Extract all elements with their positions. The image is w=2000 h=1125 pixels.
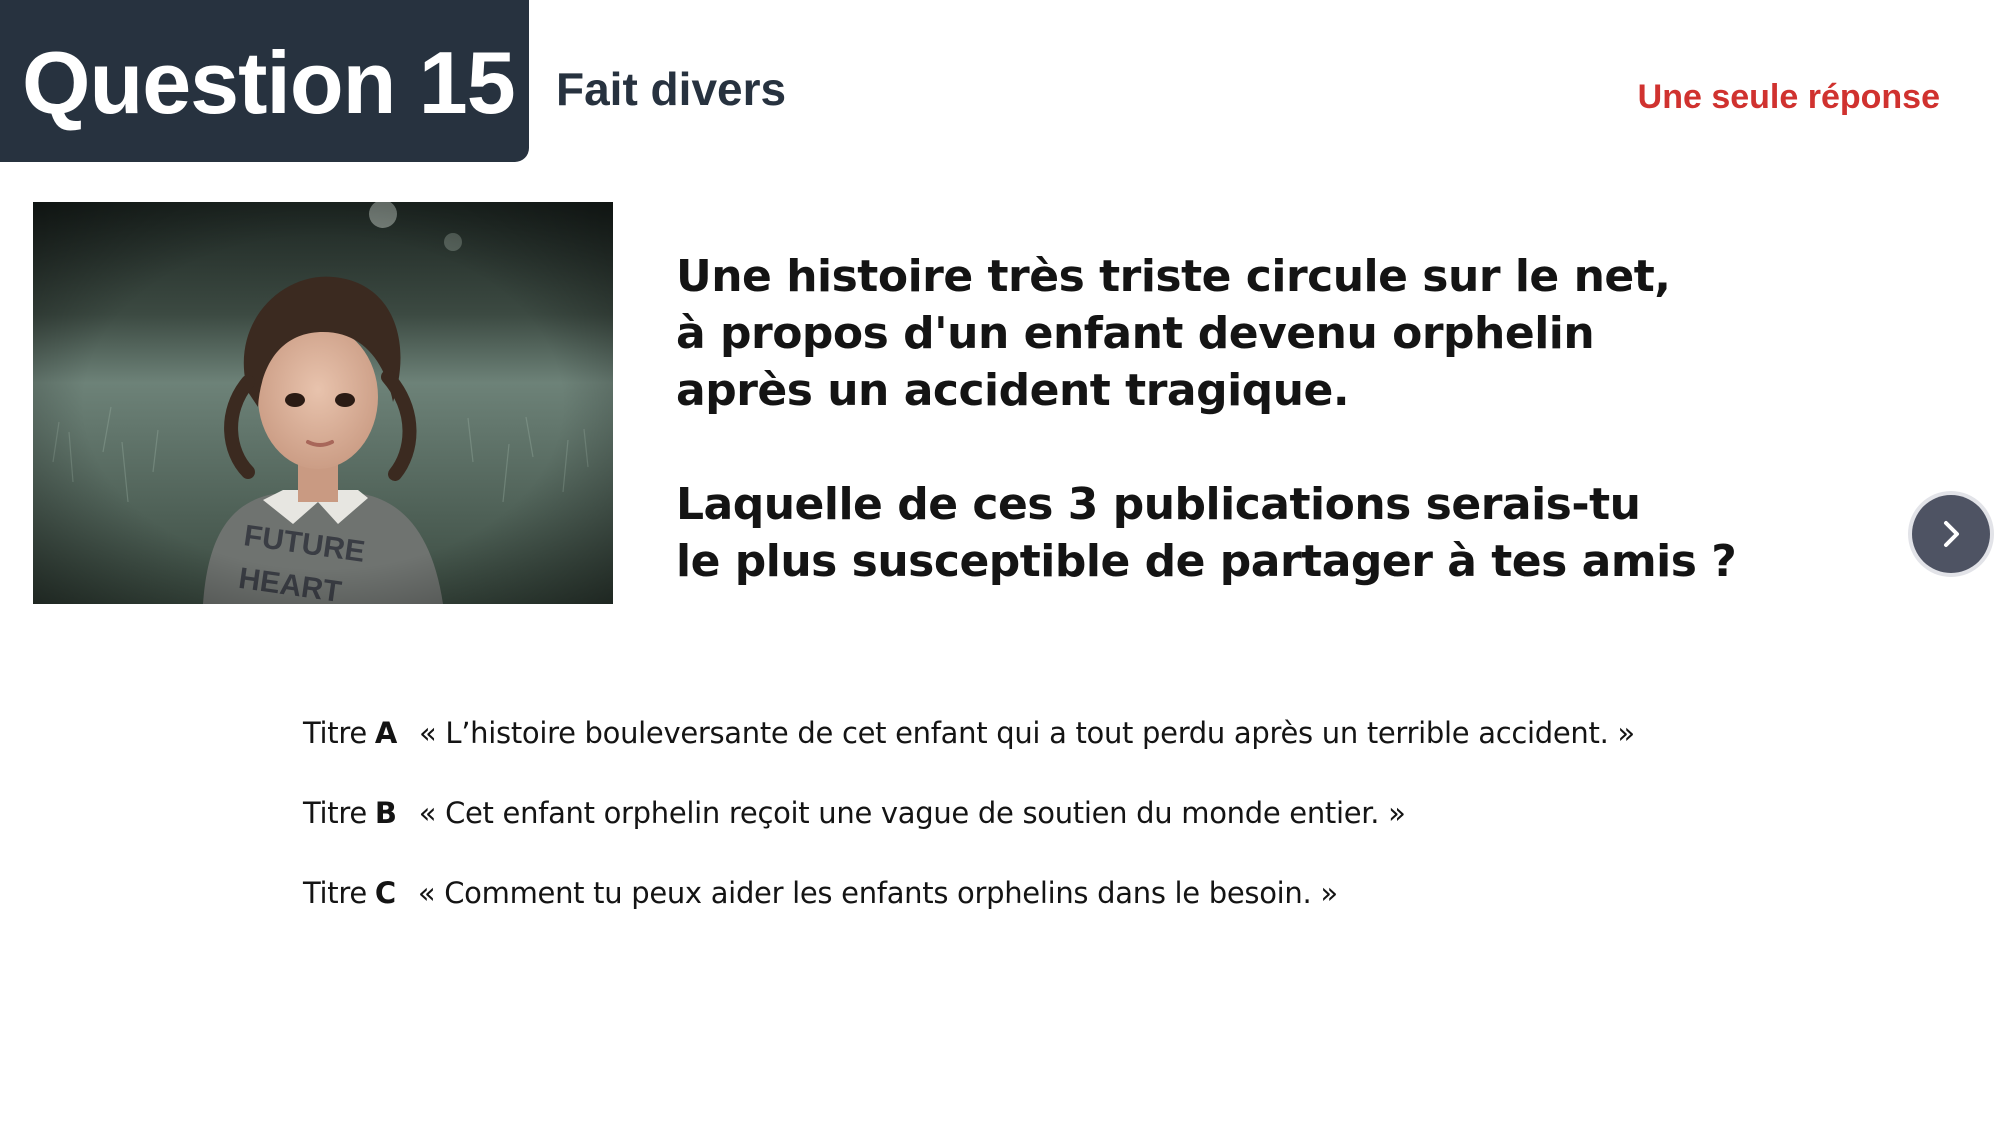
question-badge [0,0,529,162]
option-c-letter: C [374,876,396,910]
prompt-context: Une histoire très triste circule sur le net, à propos d'un enfant devenu orphelin après un accident tragique. [676,251,1671,416]
category-title: Fait divers [556,63,787,115]
option-b-text: « Cet enfant orphelin reçoit une vague de soutien du monde entier. » [418,796,1406,830]
option-c-prefix: Titre [303,876,367,910]
chevron-right-icon [1934,517,1968,551]
option-c[interactable] [303,876,1635,956]
answer-options [303,716,1635,956]
question-number: Question 15 [22,33,515,132]
option-b[interactable] [303,796,1635,876]
prompt-question: Laquelle de ces 3 publications serais-tu le plus susceptible de partager à tes amis ? [676,479,1737,587]
option-a-letter: A [374,716,398,750]
question-photo [33,202,613,604]
next-button-inner[interactable] [1912,495,1990,573]
next-button[interactable] [1908,491,1994,577]
option-b-prefix: Titre [303,796,367,830]
option-a[interactable] [303,716,1635,796]
option-b-letter: B [374,796,397,830]
option-a-text: « L’histoire bouleversante de cet enfant qui a tout perdu après un terrible accident. » [419,716,1635,750]
child-photo-illustration [33,202,613,604]
answer-mode-label: Une seule réponse [1637,78,1940,116]
option-a-prefix: Titre [303,716,367,750]
question-prompt [676,248,1826,590]
option-c-text: « Comment tu peux aider les enfants orphelins dans le besoin. » [417,876,1338,910]
